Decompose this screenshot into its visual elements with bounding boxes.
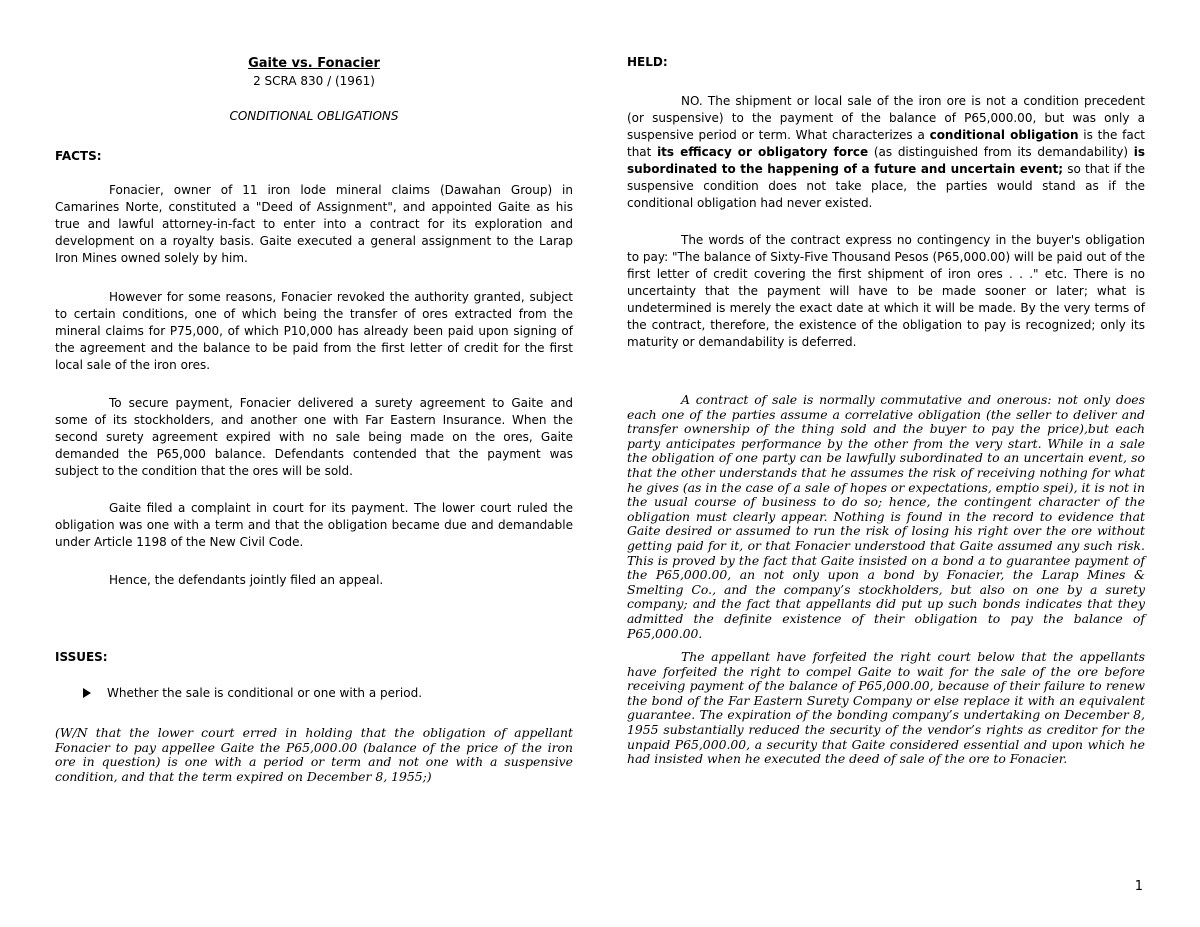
arrow-bullet-icon	[83, 688, 91, 698]
page-number: 1	[1134, 879, 1143, 894]
held-paragraph-1	[627, 93, 1145, 212]
issue-note: (W/N that the lower court erred in holding that the obligation of appellant Fonacier to pay appellee Gaite the P65,000.00 (balance of the price of the iron ore in question) is one with a period or term and not one with a suspensive condition, and that the term expired on December 8, 1955;)	[55, 725, 573, 784]
issue-bullet-item	[83, 686, 422, 700]
held-p1-text-1: NO. The shipment or local sale of the iron ore is not a condition precedent (or suspensive) to the payment of the balance of P65,000.00, but was only a suspensive period or term. What characterizes a	[627, 94, 1145, 142]
facts-paragraph-2: However for some reasons, Fonacier revoked the authority granted, subject to certain conditions, one of which being the transfer of ores extracted from the mineral claims for P75,000, of which P10,000 has already been paid upon signing of the agreement and the balance to be paid from the first letter of credit for the first local sale of the iron ores.	[55, 290, 573, 372]
issue-bullet-text: Whether the sale is conditional or one with a period.	[107, 686, 423, 700]
case-citation: 2 SCRA 830 / (1961)	[253, 74, 375, 88]
held-p1-text-3: (as distinguished from its demandability)	[868, 145, 1134, 159]
facts-paragraph-5: Hence, the defendants jointly filed an appeal.	[109, 573, 384, 587]
held-paragraph-4: The appellant have forfeited the right court below that the appellants have forfeited the right to compel Gaite to wait for the sale of the ore before receiving payment of the balance of P65,000.00, because of their failure to renew the bond of the Far Eastern Surety Company or else replace it with an equivalent guarantee. The expiration of the bonding company’s undertaking on December 8, 1955 substantially reduced the security of the vendor’s rights as creditor for the unpaid P65,000.00, a security that Gaite considered essential and upon which he had insisted when he executed the deed of sale of the ore to Fonacier.	[627, 649, 1145, 767]
facts-heading: FACTS:	[55, 149, 102, 163]
held-p1-bold-3: is subordinated to the happening of a future and uncertain event;	[627, 145, 1146, 176]
facts-paragraph-3: To secure payment, Fonacier delivered a surety agreement to Gaite and some of its stockholders, and another one with Far Eastern Insurance. When the second surety agreement expired with no sale being made on the ores, Gaite demanded the P65,000 balance. Defendants contended that the payment was subject to the condition that the ores will be sold.	[55, 396, 573, 478]
issues-heading: ISSUES:	[55, 650, 108, 664]
subject-title: CONDITIONAL OBLIGATIONS	[229, 109, 399, 123]
held-p1-bold-2: its efficacy or obligatory force	[657, 145, 869, 159]
held-p1-text-2: is the fact that	[627, 128, 1146, 159]
held-paragraph-3: A contract of sale is normally commutative and onerous: not only does each one of the parties assume a correlative obligation (the seller to deliver and transfer ownership of the thing sold and the buyer to pay the price),but each party anticipates performance by the other from the very start. While in a sale the obligation of one party can be lawfully subordinated to an uncertain event, so that the other understands that he assumes the risk of receiving nothing for what he gives (as in the case of a sale of hopes or expectations, emptio spei), it is not in the usual course of business to do so; hence, the contingent character of the obligation must clearly appear. Nothing is found in the record to evidence that Gaite desired or assumed to run the risk of losing his right over the ore without getting paid for it, or that Fonacier understood that Gaite assumed any such risk. This is proved by the fact that Gaite insisted on a bond a to guarantee payment of the P65,000.00, an not only upon a bond by Fonacier, the Larap Mines & Smelting Co., and the company’s stockholders, but also on one by a surety company; and the fact that appellants did put up such bonds indicates that they admitted the definite existence of their obligation to pay the balance of P65,000.00.	[627, 392, 1145, 641]
facts-paragraph-1: Fonacier, owner of 11 iron lode mineral claims (Dawahan Group) in Camarines Norte, constituted a "Deed of Assignment", and appointed Gaite as his true and lawful attorney-in-fact to enter into a contract for its exploration and development on a royalty basis. Gaite executed a general assignment to the Larap Iron Mines owned solely by him.	[55, 183, 573, 265]
held-paragraph-2: The words of the contract express no contingency in the buyer's obligation to pay: "The balance of Sixty-Five Thousand Pesos (P65,000.00) will be paid out of the first letter of credit covering the first shipment of iron ores . . ." etc. There is no uncertainty that the payment will have to be made sooner or later; what is undetermined is merely the exact date at which it will be made. By the very terms of the contract, therefore, the existence of the obligation to pay is recognized; only its maturity or demandability is deferred.	[627, 233, 1145, 349]
held-p1-bold-1: conditional obligation	[929, 128, 1079, 142]
held-heading: HELD:	[627, 55, 668, 69]
held-p1-text-4: so that if the suspensive condition does not take place, the parties would stand as if the conditional obligation had never existed.	[627, 162, 1145, 210]
case-title: Gaite vs. Fonacier	[248, 56, 380, 71]
facts-paragraph-4: Gaite filed a complaint in court for its payment. The lower court ruled the obligation was one with a term and that the obligation became due and demandable under Article 1198 of the New Civil Code.	[55, 501, 573, 549]
